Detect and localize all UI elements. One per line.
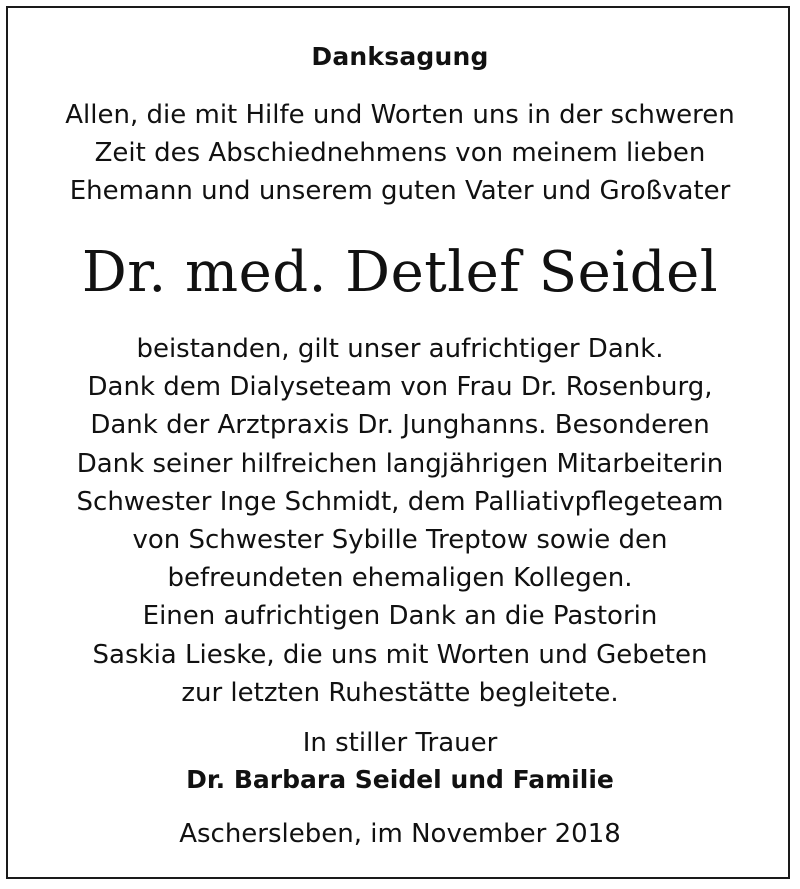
- intro-text: [0, 96, 800, 210]
- body-text: [0, 330, 800, 712]
- intro-line: Zeit des Abschiednehmens von meinem lieben: [94, 138, 706, 168]
- body-line: Schwester Inge Schmidt, dem Palliativpflegeteam: [76, 486, 724, 517]
- body-line: Dank seiner hilfreichen langjährigen Mitarbeiterin: [76, 448, 724, 479]
- notice-heading: Danksagung: [311, 42, 489, 71]
- body-line: Dank der Arztpraxis Dr. Junghanns. Besonderen: [90, 410, 710, 441]
- intro-line: Ehemann und unserem guten Vater und Großvater: [69, 176, 731, 206]
- intro-line: Allen, die mit Hilfe und Worten uns in der schweren: [65, 100, 735, 130]
- mourning-line: In stiller Trauer: [302, 728, 498, 758]
- body-line: Dank dem Dialyseteam von Frau Dr. Rosenburg,: [87, 372, 713, 403]
- body-line: beistanden, gilt unser aufrichtiger Dank.: [136, 334, 664, 364]
- family-signature: Dr. Barbara Seidel und Familie: [186, 765, 614, 794]
- deceased-name: Dr. med. Detlef Seidel: [81, 240, 719, 305]
- body-line: Einen aufrichtigen Dank an die Pastorin: [142, 601, 658, 632]
- body-line: von Schwester Sybille Treptow sowie den: [132, 525, 668, 556]
- body-line: zur letzten Ruhestätte begleitete.: [181, 677, 619, 708]
- body-line: Saskia Lieske, die uns mit Worten und Gebeten: [92, 639, 708, 670]
- place-date: Aschersleben, im November 2018: [179, 819, 621, 849]
- body-line: befreundeten ehemaligen Kollegen.: [167, 563, 633, 594]
